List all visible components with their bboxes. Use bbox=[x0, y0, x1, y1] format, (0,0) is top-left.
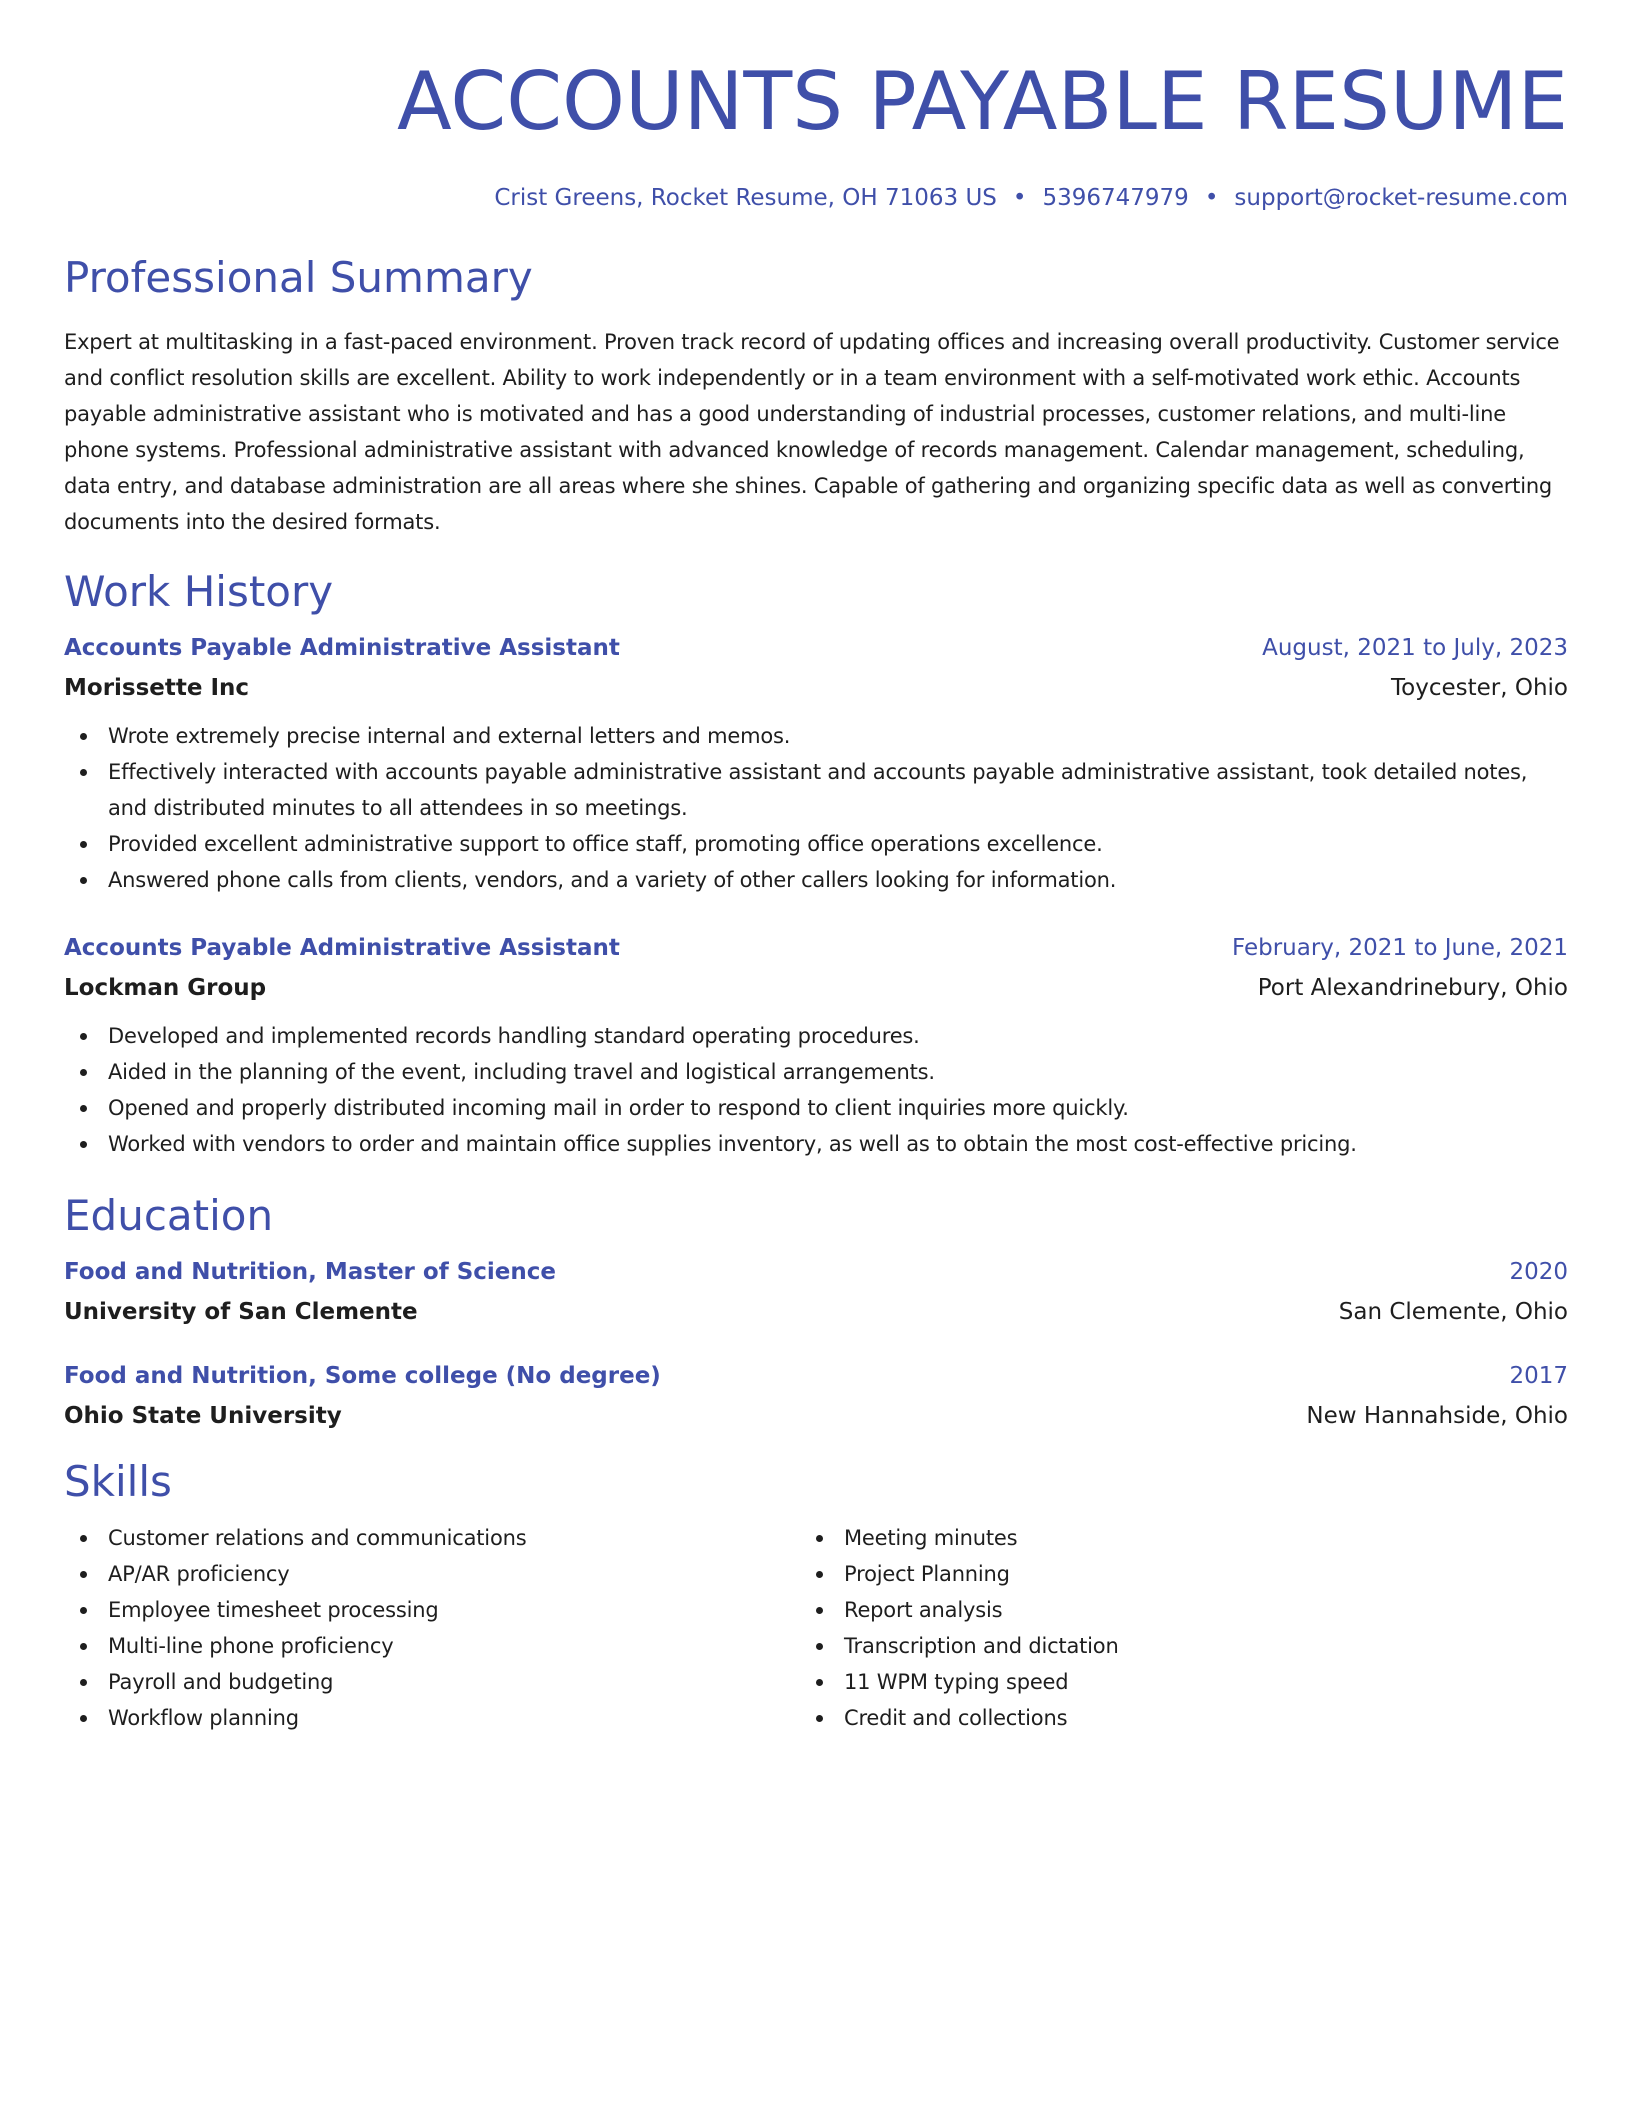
job-company: Morissette Inc bbox=[64, 675, 250, 701]
job-entry bbox=[64, 932, 1568, 1162]
job-title-row bbox=[64, 932, 1568, 964]
education-location: San Clemente, Ohio bbox=[1338, 1299, 1568, 1325]
summary-heading: Professional Summary bbox=[64, 253, 533, 302]
education-school-row bbox=[64, 1400, 1568, 1432]
skill-item: Workflow planning bbox=[64, 1700, 800, 1736]
education-school-row bbox=[64, 1296, 1568, 1328]
resume-title: ACCOUNTS PAYABLE RESUME bbox=[397, 55, 1568, 148]
education-location: New Hannahside, Ohio bbox=[1306, 1403, 1568, 1429]
skills-column-right bbox=[800, 1520, 1536, 1736]
skills-column-left bbox=[64, 1520, 800, 1736]
work-history-heading: Work History bbox=[64, 567, 334, 616]
job-bullet: Opened and properly distributed incoming mail in order to respond to client inquiries more quickly. bbox=[64, 1090, 1568, 1126]
job-bullet: Developed and implemented records handling standard operating procedures. bbox=[64, 1018, 1568, 1054]
skills-heading: Skills bbox=[64, 1457, 172, 1506]
education-degree-row bbox=[64, 1360, 1568, 1392]
education-year: 2020 bbox=[1509, 1259, 1568, 1285]
job-company-row bbox=[64, 672, 1568, 704]
job-entry bbox=[64, 632, 1568, 898]
job-bullet: Answered phone calls from clients, vendors, and a variety of other callers looking for information. bbox=[64, 862, 1568, 898]
education-entry bbox=[64, 1256, 1568, 1328]
job-company-row bbox=[64, 972, 1568, 1004]
education-entry bbox=[64, 1360, 1568, 1432]
job-dates: February, 2021 to June, 2021 bbox=[1231, 935, 1568, 961]
job-bullet: Worked with vendors to order and maintain office supplies inventory, as well as to obtain the most cost-effective pricing. bbox=[64, 1126, 1568, 1162]
skills-list bbox=[800, 1520, 1536, 1736]
job-role: Accounts Payable Administrative Assistant bbox=[64, 935, 620, 961]
resume-header bbox=[64, 0, 1568, 214]
skill-item: Credit and collections bbox=[800, 1700, 1536, 1736]
education-school: Ohio State University bbox=[64, 1403, 342, 1429]
education-year: 2017 bbox=[1509, 1363, 1568, 1389]
job-location: Port Alexandrinebury, Ohio bbox=[1257, 975, 1568, 1001]
skill-item: Multi-line phone proficiency bbox=[64, 1628, 800, 1664]
job-bullet: Provided excellent administrative support to office staff, promoting office operations excellence. bbox=[64, 826, 1568, 862]
contact-email: support@rocket-resume.com bbox=[1234, 185, 1568, 211]
job-bullet: Effectively interacted with accounts payable administrative assistant and accounts payable administrative assistant, took detailed notes, and distributed minutes to all attendees in so meetings. bbox=[64, 754, 1568, 826]
job-bullets bbox=[64, 718, 1568, 898]
skill-item: Transcription and dictation bbox=[800, 1628, 1536, 1664]
skill-item: AP/AR proficiency bbox=[64, 1556, 800, 1592]
education-heading: Education bbox=[64, 1191, 274, 1240]
job-title-row bbox=[64, 632, 1568, 664]
job-dates: August, 2021 to July, 2023 bbox=[1262, 635, 1568, 661]
job-bullets bbox=[64, 1018, 1568, 1162]
summary-text: Expert at multitasking in a fast-paced environment. Proven track record of updating offices and increasing overall productivity. Customer service and conflict resolution skills are excellent. Ability to work independently or in a team environment with a self-motivated work ethic. Accounts payable administrative assistant who is motivated and has a good understanding of industrial processes, customer relations, and multi-line phone systems. Professional administrative assistant with advanced knowledge of records management. Calendar management, scheduling, data entry, and database administration are all areas where she shines. Capable of gathering and organizing specific data as well as converting documents into the desired formats. bbox=[64, 330, 1560, 534]
skill-item: 11 WPM typing speed bbox=[800, 1664, 1536, 1700]
job-company: Lockman Group bbox=[64, 975, 267, 1001]
education-degree: Food and Nutrition, Master of Science bbox=[64, 1259, 557, 1285]
skill-item: Project Planning bbox=[800, 1556, 1536, 1592]
contact-separator: • bbox=[1012, 185, 1027, 211]
education-degree: Food and Nutrition, Some college (No degree) bbox=[64, 1363, 661, 1389]
education-degree-row bbox=[64, 1256, 1568, 1288]
skill-item: Meeting minutes bbox=[800, 1520, 1536, 1556]
job-role: Accounts Payable Administrative Assistant bbox=[64, 635, 620, 661]
skill-item: Employee timesheet processing bbox=[64, 1592, 800, 1628]
skills-list bbox=[64, 1520, 800, 1736]
contact-line bbox=[64, 182, 1568, 214]
contact-address: Crist Greens, Rocket Resume, OH 71063 US bbox=[494, 185, 997, 211]
contact-separator: • bbox=[1204, 185, 1219, 211]
skill-item: Payroll and budgeting bbox=[64, 1664, 800, 1700]
skill-item: Customer relations and communications bbox=[64, 1520, 800, 1556]
skill-item: Report analysis bbox=[800, 1592, 1536, 1628]
job-bullet: Aided in the planning of the event, including travel and logistical arrangements. bbox=[64, 1054, 1568, 1090]
job-location: Toycester, Ohio bbox=[1391, 675, 1568, 701]
education-school: University of San Clemente bbox=[64, 1299, 418, 1325]
contact-phone: 5396747979 bbox=[1042, 185, 1189, 211]
skills-columns bbox=[64, 1520, 1568, 1736]
job-bullet: Wrote extremely precise internal and external letters and memos. bbox=[64, 718, 1568, 754]
